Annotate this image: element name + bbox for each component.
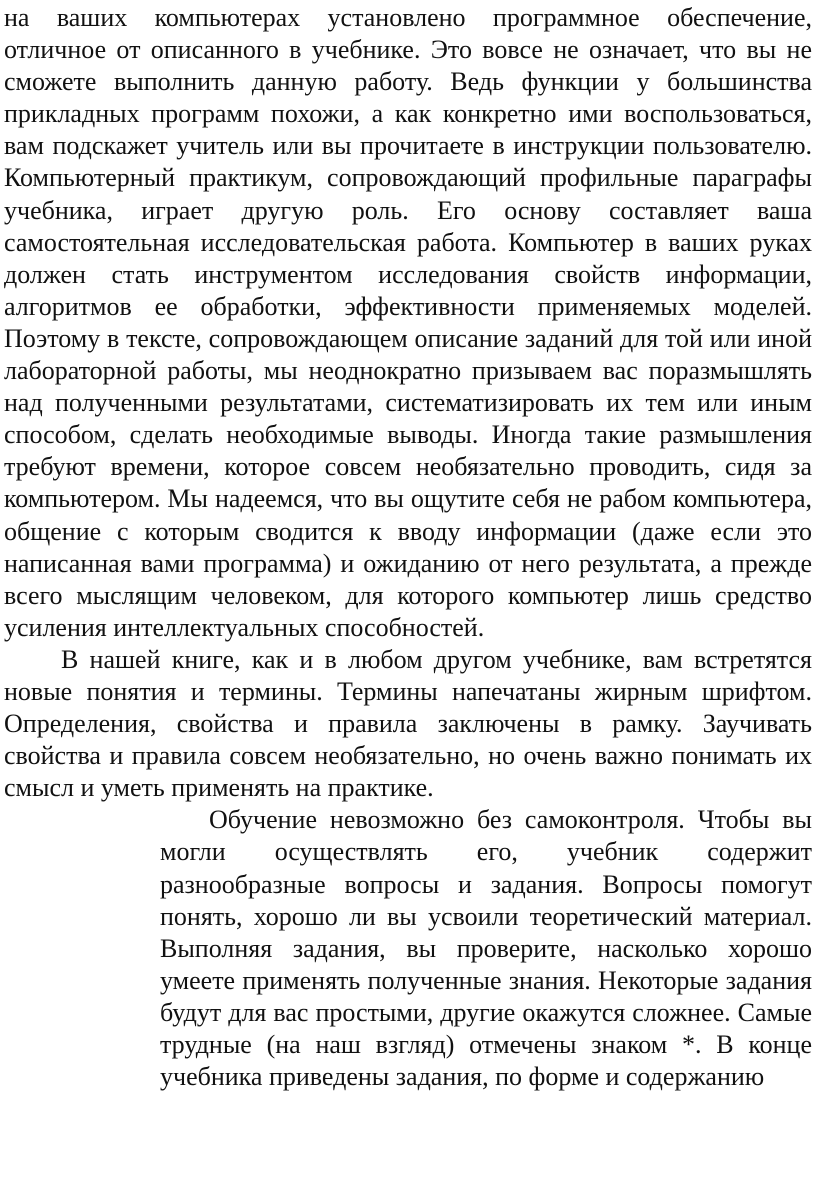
paragraph-computer-workshop: на ваших компьютерах установлено программное обеспечение, отличное от описанного в учебнике. Это вовсе не означает, что вы не сможете выполнить данную работу. Ведь функции у большинства прикладных программ похожи, а как конкретно ими воспользоваться, вам подскажет учитель или вы прочитаете в инструкции пользователю. Компьютерный практикум, сопровождающий профильные параграфы учебника, играет другую роль. Его основу составляет ваша самостоятельная исследовательская работа. Компьютер в ваших руках должен стать инструментом исследования свойств информации, алгоритмов ее обработки, эффективности применяемых моделей. Поэтому в тексте, сопровождающем описание заданий для той или иной лабораторной работы, мы неоднократно призываем вас поразмышлять над полученными результатами, систематизировать их тем или иным способом, сделать необходимые выводы. Иногда такие размышления требуют времени, которое совсем необязательно проводить, сидя за компьютером. Мы надеемся, что вы ощутите себя не рабом компьютера, общение с которым сводится к вводу информации (даже если это написанная вами программа) и ожиданию от него результата, а прежде всего мыслящим человеком, для которого компьютер лишь средство усиления интеллектуальных способностей. (4, 3, 812, 642)
paragraph-terms-and-definitions: В нашей книге, как и в любом другом учебнике, вам встретятся новые понятия и термины. Термины напечатаны жирным шрифтом. Определения, свойства и правила заключены в рамку. Заучивать свойства и правила совсем необязательно, но очень важно понимать их смысл и уметь применять на практике. (4, 644, 812, 803)
paragraph-self-control: Обучение невозможно без самоконтроля. Чтобы вы могли осуществлять его, учебник содержит разнообразные вопросы и задания. Вопросы помогут понять, хорошо ли вы усвоили теоретический материал. Выполняя задания, вы проверите, насколько хорошо умеете применять полученные знания. Некоторые задания будут для вас простыми, другие окажутся сложнее. Самые трудные (на наш взгляд) отмечены знаком *. В конце учебника приведены задания, по форме и содержанию (160, 805, 812, 1092)
document-page (4, 0, 812, 1093)
